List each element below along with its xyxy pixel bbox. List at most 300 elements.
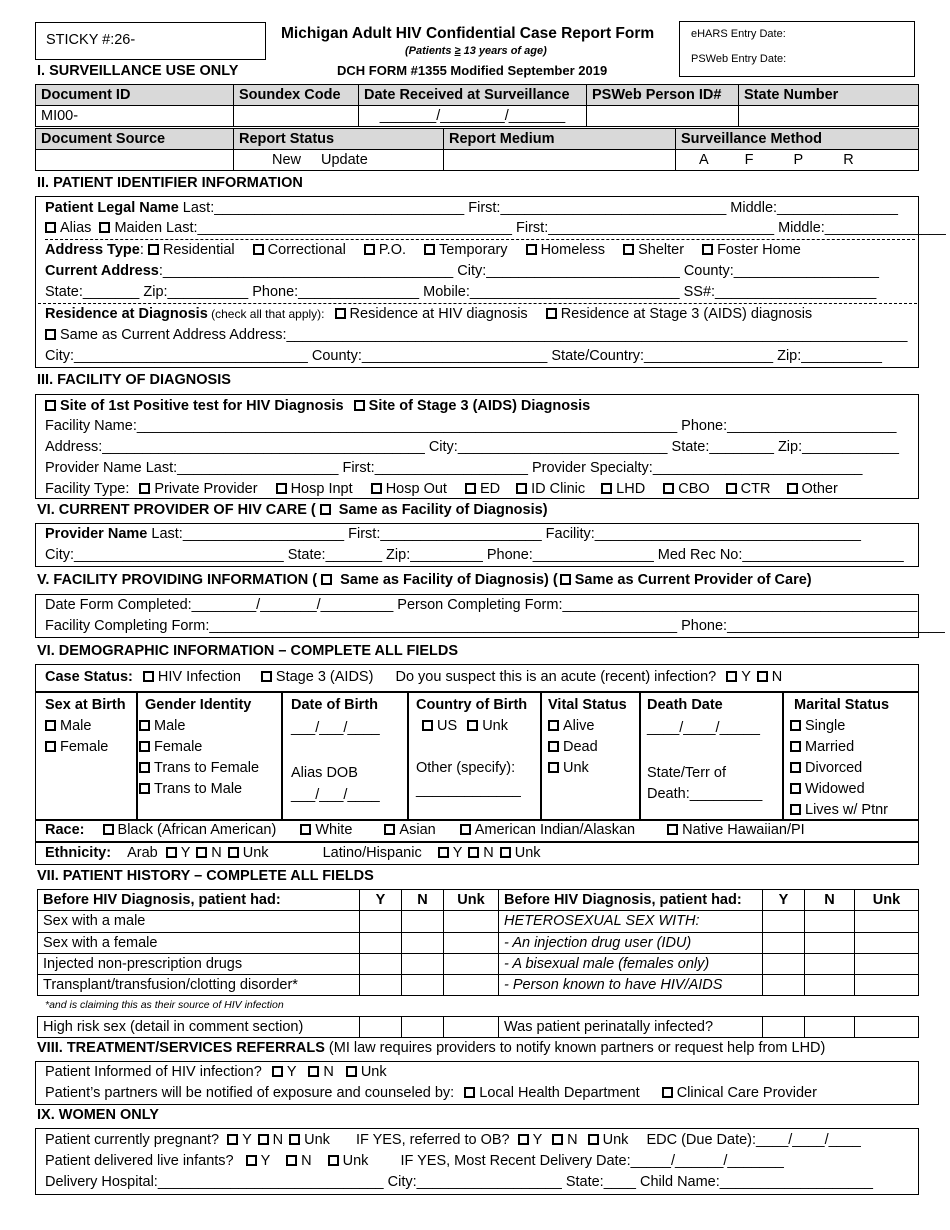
- acute-no-label: N: [771, 669, 783, 685]
- gender-tf-label: Trans to Female: [154, 760, 260, 776]
- report-medium-field[interactable]: [444, 150, 676, 171]
- legal-name-fields[interactable]: Last:_______________________________ First:____________________________ Middle:_______________: [178, 200, 898, 216]
- residence-note: (check all that apply):: [207, 307, 325, 321]
- answer-cell[interactable]: [444, 1017, 499, 1038]
- form-id: DCH FORM #1355 Modified September 2019: [337, 63, 608, 78]
- marital-divorced-checkbox[interactable]: [790, 762, 801, 773]
- provider-name-row[interactable]: Provider Name Last:____________________ First:___________________ Provider Specialty:__________________________: [45, 460, 863, 476]
- demo-divider-4: [540, 692, 542, 820]
- section-4-title-b: Same as Facility of Diagnosis): [334, 502, 548, 518]
- history-footnote: *and is claiming this as their source of HIV infection: [45, 999, 284, 1011]
- answer-cell[interactable]: [805, 975, 855, 996]
- informed-no-checkbox[interactable]: [308, 1066, 319, 1077]
- same-address-label: Same as Current Address: [60, 327, 227, 343]
- state-number-field[interactable]: [739, 106, 919, 127]
- high-risk-label: High risk sex (detail in comment section): [38, 1017, 360, 1038]
- current-address-label: Current Address: [45, 263, 159, 279]
- history-item: - An injection drug user (IDU): [499, 932, 763, 953]
- marital-widowed-checkbox[interactable]: [790, 783, 801, 794]
- th-psweb-id: PSWeb Person ID#: [587, 85, 739, 106]
- race-white-label: White: [315, 822, 353, 838]
- acute-yes-checkbox[interactable]: [726, 671, 737, 682]
- marital-widowed-option[interactable]: [790, 779, 889, 800]
- answer-cell[interactable]: [855, 975, 919, 996]
- section-3-title: III. FACILITY OF DIAGNOSIS: [37, 372, 231, 388]
- sex-male-option[interactable]: [45, 716, 126, 737]
- soundex-field[interactable]: [234, 106, 359, 127]
- gender-tf-checkbox[interactable]: [139, 762, 150, 773]
- history-right-header: Before HIV Diagnosis, patient had:: [499, 890, 763, 911]
- state-zip-row[interactable]: State:_______ Zip:__________ Phone:_______________ Mobile:__________________________ SS#:____________________: [38, 282, 917, 304]
- temporary-label: Temporary: [439, 242, 508, 258]
- latino-no-label: N: [483, 845, 494, 861]
- delivered-label: Patient delivered live infants?: [45, 1153, 234, 1169]
- res-stage3-checkbox[interactable]: [546, 308, 557, 319]
- table-row: [38, 932, 919, 953]
- gender-female-label: Female: [154, 739, 203, 755]
- section-5-title-b: Same as Facility of Diagnosis) (: [336, 572, 558, 588]
- date-received-field[interactable]: _______/________/_______: [359, 106, 587, 127]
- psweb-entry-date: PSWeb Entry Date:: [691, 53, 787, 65]
- answer-cell[interactable]: [402, 953, 444, 974]
- answer-cell[interactable]: [805, 953, 855, 974]
- lhd-referral-label: Local Health Department: [479, 1085, 640, 1101]
- stage3-checkbox[interactable]: [261, 671, 272, 682]
- report-status-field[interactable]: [234, 150, 444, 171]
- gender-female-option[interactable]: [139, 737, 259, 758]
- same-address-row[interactable]: [45, 325, 919, 346]
- po-checkbox[interactable]: [364, 244, 375, 255]
- status-update[interactable]: Update: [321, 152, 368, 168]
- pregnant-unk-label: Unk: [304, 1132, 330, 1148]
- hosp-inpt-checkbox[interactable]: [276, 483, 287, 494]
- residence-at-diagnosis-row: [45, 304, 919, 325]
- document-id-field[interactable]: MI00-: [36, 106, 234, 127]
- marital-widowed-label: Widowed: [805, 781, 865, 797]
- alias-name-row[interactable]: [45, 218, 946, 240]
- marital-ptnr-label: Lives w/ Ptnr: [805, 802, 888, 818]
- perinatal-label: Was patient perinatally infected?: [499, 1017, 763, 1038]
- death-state-field[interactable]: Death:_________: [647, 786, 763, 802]
- informed-unk-checkbox[interactable]: [346, 1066, 357, 1077]
- marital-single-option[interactable]: [790, 716, 889, 737]
- form-subtitle: [405, 45, 547, 57]
- method-p[interactable]: P: [793, 152, 804, 168]
- homeless-checkbox[interactable]: [526, 244, 537, 255]
- arab-yes-label: Y: [180, 845, 191, 861]
- answer-cell[interactable]: [763, 975, 805, 996]
- th-state-number: State Number: [739, 85, 919, 106]
- history-y-header: Y: [360, 890, 402, 911]
- ob-label: IF YES, referred to OB?: [355, 1132, 510, 1148]
- alias-dob-label: Alias DOB: [291, 765, 358, 781]
- site-stage3-label: Site of Stage 3 (AIDS) Diagnosis: [368, 398, 591, 414]
- ob-yes-label: Y: [532, 1132, 543, 1148]
- answer-cell[interactable]: [444, 953, 499, 974]
- answer-cell[interactable]: [360, 1017, 402, 1038]
- acute-no-checkbox[interactable]: [757, 671, 768, 682]
- death-date-col: [647, 695, 762, 805]
- residence-label: Residence at Diagnosis: [45, 306, 208, 322]
- current-provider-label: Provider Name: [45, 526, 148, 542]
- dob-field[interactable]: ___/___/____: [291, 720, 380, 736]
- sex-female-option[interactable]: [45, 737, 126, 758]
- section-9-title: IX. WOMEN ONLY: [37, 1107, 159, 1123]
- cbo-label: CBO: [678, 481, 710, 497]
- table-row: [38, 911, 919, 932]
- delivered-no-label: N: [301, 1153, 312, 1169]
- answer-cell[interactable]: [444, 911, 499, 932]
- answer-cell[interactable]: [402, 1017, 444, 1038]
- answer-cell: [855, 911, 919, 932]
- answer-cell[interactable]: [360, 911, 402, 932]
- section-1-title: I. SURVEILLANCE USE ONLY: [37, 63, 239, 79]
- temporary-checkbox[interactable]: [424, 244, 435, 255]
- surveillance-value-row: [36, 106, 919, 127]
- pregnant-yes-checkbox[interactable]: [227, 1134, 238, 1145]
- hosp-out-label: Hosp Out: [385, 481, 447, 497]
- residence-address-field[interactable]: Address:_____________________________________________________________________________: [226, 327, 908, 343]
- country-other-label: Other (specify):: [416, 760, 516, 776]
- section-2-title: II. PATIENT IDENTIFIER INFORMATION: [37, 175, 303, 191]
- acute-yes-label: Y: [741, 669, 751, 685]
- answer-cell[interactable]: [763, 1017, 805, 1038]
- alias-dob-field[interactable]: ___/___/____: [291, 787, 380, 803]
- surveillance-table: [35, 84, 919, 127]
- demo-divider-1: [136, 692, 138, 820]
- race-label: Race:: [45, 822, 85, 838]
- residential-label: Residential: [162, 242, 235, 258]
- th-soundex: Soundex Code: [234, 85, 359, 106]
- section-4-title: [37, 502, 548, 518]
- race-aian-checkbox[interactable]: [460, 824, 471, 835]
- latino-yes-checkbox[interactable]: [438, 847, 449, 858]
- residential-checkbox[interactable]: [148, 244, 159, 255]
- death-date-header: Death Date: [647, 697, 723, 713]
- status-new[interactable]: New: [272, 152, 302, 168]
- informed-row: [45, 1062, 919, 1083]
- gender-identity-col: [139, 695, 259, 800]
- facility-address-row[interactable]: Address:________________________________________ City:__________________________ State:________ Zip:____________: [45, 439, 899, 455]
- marital-divorced-option[interactable]: [790, 758, 889, 779]
- history-item: Transplant/transfusion/clotting disorder*: [38, 975, 360, 996]
- acute-question: Do you suspect this is an acute (recent) infection?: [395, 669, 717, 685]
- delivered-yes-checkbox[interactable]: [246, 1155, 257, 1166]
- partners-label: Patient’s partners will be notified of exposure and counseled by:: [45, 1085, 455, 1101]
- gender-tm-option[interactable]: [139, 779, 259, 800]
- marital-married-option[interactable]: [790, 737, 889, 758]
- surveillance-header-row: [36, 85, 919, 106]
- delivered-row: [45, 1151, 919, 1172]
- marital-single-checkbox[interactable]: [790, 720, 801, 731]
- same-as-diagnosis-checkbox-5[interactable]: [321, 574, 332, 585]
- informed-yes-checkbox[interactable]: [272, 1066, 283, 1077]
- facility-name-row[interactable]: Facility Name:___________________________________________________________________ Phone:_____________________: [45, 418, 897, 434]
- gender-male-label: Male: [154, 718, 186, 734]
- answer-cell[interactable]: [444, 975, 499, 996]
- surveillance-value-row-2: [36, 150, 919, 171]
- current-address-fields[interactable]: :____________________________________ City:________________________ County:__________________: [158, 263, 879, 279]
- alias-label: Alias: [60, 220, 92, 236]
- legal-name-row[interactable]: [45, 198, 915, 219]
- method-r[interactable]: R: [843, 152, 854, 168]
- foster-home-checkbox[interactable]: [702, 244, 713, 255]
- ob-no-checkbox[interactable]: [552, 1134, 563, 1145]
- answer-cell[interactable]: [763, 953, 805, 974]
- country-header: Country of Birth: [416, 697, 528, 713]
- demo-divider-3: [407, 692, 409, 820]
- private-provider-checkbox[interactable]: [139, 483, 150, 494]
- current-provider-row[interactable]: [45, 524, 919, 545]
- pregnant-no-checkbox[interactable]: [258, 1134, 269, 1145]
- arab-yes-checkbox[interactable]: [166, 847, 177, 858]
- race-asian-label: Asian: [399, 822, 436, 838]
- death-date-field[interactable]: ____/____/_____: [647, 720, 760, 736]
- country-other-field[interactable]: _____________: [416, 782, 521, 798]
- method-f[interactable]: F: [744, 152, 754, 168]
- informed-no-label: N: [323, 1064, 334, 1080]
- answer-cell: [763, 911, 805, 932]
- th-surveillance-method: Surveillance Method: [676, 129, 919, 150]
- section-8-title-r: (MI law requires providers to notify known partners or request help from LHD): [324, 1040, 826, 1056]
- section-6-title: VI. DEMOGRAPHIC INFORMATION – COMPLETE ALL FIELDS: [37, 643, 459, 659]
- correctional-label: Correctional: [267, 242, 346, 258]
- hosp-out-checkbox[interactable]: [371, 483, 382, 494]
- maiden-checkbox[interactable]: [99, 222, 110, 233]
- arab-unk-checkbox[interactable]: [228, 847, 239, 858]
- race-asian-checkbox[interactable]: [384, 824, 395, 835]
- site-stage3-checkbox[interactable]: [354, 400, 365, 411]
- shelter-label: Shelter: [638, 242, 685, 258]
- answer-cell[interactable]: [360, 932, 402, 953]
- country-us-checkbox[interactable]: [422, 720, 433, 731]
- race-black-checkbox[interactable]: [103, 824, 114, 835]
- marital-ptnr-checkbox[interactable]: [790, 804, 801, 815]
- pregnant-unk-checkbox[interactable]: [289, 1134, 300, 1145]
- gender-tm-checkbox[interactable]: [139, 783, 150, 794]
- dob-col: [291, 695, 380, 806]
- gender-female-checkbox[interactable]: [139, 741, 150, 752]
- edc-field[interactable]: EDC (Due Date):____/____/____: [646, 1132, 861, 1148]
- vital-dead-option[interactable]: [548, 737, 627, 758]
- answer-cell[interactable]: [402, 932, 444, 953]
- facility-type-row: [45, 479, 919, 500]
- answer-cell[interactable]: [763, 932, 805, 953]
- sex-female-checkbox[interactable]: [45, 741, 56, 752]
- history-item: - Person known to have HIV/AIDS: [499, 975, 763, 996]
- section-8-title: [37, 1040, 825, 1056]
- subtitle-ge: ≥: [454, 45, 461, 57]
- vital-unk-option[interactable]: [548, 758, 627, 779]
- vital-alive-checkbox[interactable]: [548, 720, 559, 731]
- marital-status-header: Marital Status: [794, 697, 890, 713]
- answer-cell[interactable]: [360, 975, 402, 996]
- marital-divorced-label: Divorced: [805, 760, 863, 776]
- answer-cell[interactable]: [805, 932, 855, 953]
- th-document-source: Document Source: [36, 129, 234, 150]
- gender-male-checkbox[interactable]: [139, 720, 150, 731]
- latino-unk-checkbox[interactable]: [500, 847, 511, 858]
- race-nhpi-checkbox[interactable]: [667, 824, 678, 835]
- high-risk-table: [37, 1016, 919, 1038]
- same-as-diagnosis-checkbox-4[interactable]: [320, 504, 331, 515]
- gender-male-option[interactable]: [139, 716, 259, 737]
- answer-cell[interactable]: [444, 932, 499, 953]
- recent-delivery-field[interactable]: IF YES, Most Recent Delivery Date:_____/______/_______: [400, 1153, 784, 1169]
- id-clinic-label: ID Clinic: [531, 481, 586, 497]
- answer-cell[interactable]: [855, 1017, 919, 1038]
- ob-unk-label: Unk: [602, 1132, 629, 1148]
- marital-status-col: [790, 695, 889, 821]
- section-8-title-b: VIII. TREATMENT/SERVICES REFERRALS: [37, 1040, 325, 1056]
- latino-yes-label: Y: [452, 845, 463, 861]
- ccp-referral-checkbox[interactable]: [662, 1087, 673, 1098]
- history-item: Sex with a male: [38, 911, 360, 932]
- answer-cell[interactable]: [805, 1017, 855, 1038]
- gender-identity-header: Gender Identity: [145, 697, 252, 713]
- case-status-label: Case Status:: [45, 669, 133, 685]
- history-y2-header: Y: [763, 890, 805, 911]
- site-hiv-checkbox[interactable]: [45, 400, 56, 411]
- delivered-unk-checkbox[interactable]: [328, 1155, 339, 1166]
- marital-married-checkbox[interactable]: [790, 741, 801, 752]
- arab-no-checkbox[interactable]: [196, 847, 207, 858]
- th-report-status: Report Status: [234, 129, 444, 150]
- vital-status-header: Vital Status: [548, 697, 627, 713]
- alias-name-fields[interactable]: Last:_______________________________________ First:____________________________ Middle:_______________: [162, 220, 946, 236]
- current-provider-city-row[interactable]: City:__________________________ State:_______ Zip:_________ Phone:_______________ Med Rec No:____________________: [45, 547, 904, 563]
- ccp-referral-label: Clinical Care Provider: [676, 1085, 817, 1101]
- cbo-checkbox[interactable]: [663, 483, 674, 494]
- dob-header: Date of Birth: [291, 697, 378, 713]
- marital-ptnr-option[interactable]: [790, 800, 889, 821]
- th-document-id: Document ID: [36, 85, 234, 106]
- history-left-header: Before HIV Diagnosis, patient had:: [38, 890, 360, 911]
- answer-cell[interactable]: [402, 911, 444, 932]
- lhd-checkbox[interactable]: [601, 483, 612, 494]
- vital-unk-checkbox[interactable]: [548, 762, 559, 773]
- site-hiv-label: Site of 1st Positive test for HIV Diagnosis: [60, 398, 344, 414]
- facility-completing-row[interactable]: Facility Completing Form:__________________________________________________________ Phone:___________________________: [45, 618, 945, 634]
- current-address-row[interactable]: [45, 261, 919, 282]
- ob-no-label: N: [567, 1132, 578, 1148]
- vital-dead-checkbox[interactable]: [548, 741, 559, 752]
- diagnosis-site-row: [45, 396, 919, 417]
- foster-home-label: Foster Home: [717, 242, 801, 258]
- ob-yes-checkbox[interactable]: [518, 1134, 529, 1145]
- document-source-field[interactable]: [36, 150, 234, 171]
- residence-city-row[interactable]: City:_____________________________ County:_______________________ State/Country:________________ Zip:__________: [45, 348, 882, 364]
- delivery-hospital-row[interactable]: Delivery Hospital:____________________________ City:__________________ State:____ Child Name:___________________: [45, 1174, 873, 1190]
- th-report-medium: Report Medium: [444, 129, 676, 150]
- same-as-provider-checkbox[interactable]: [560, 574, 571, 585]
- pregnant-no-label: N: [272, 1132, 284, 1148]
- surveillance-method-field[interactable]: [676, 150, 919, 171]
- lhd-referral-checkbox[interactable]: [464, 1087, 475, 1098]
- vital-alive-option[interactable]: [548, 716, 627, 737]
- res-hiv-checkbox[interactable]: [335, 308, 346, 319]
- sticky-number: STICKY #:26-: [46, 32, 136, 48]
- delivered-no-checkbox[interactable]: [286, 1155, 297, 1166]
- history-item: Sex with a female: [38, 932, 360, 953]
- section-5-title-c: Same as Current Provider of Care): [574, 572, 812, 588]
- res-stage3-label: Residence at Stage 3 (AIDS) diagnosis: [560, 306, 813, 322]
- gender-tf-option[interactable]: [139, 758, 259, 779]
- maiden-label: Maiden: [114, 220, 163, 236]
- history-item: Injected non-prescription drugs: [38, 953, 360, 974]
- answer-cell[interactable]: [855, 953, 919, 974]
- patient-history-table: [37, 889, 919, 996]
- ctr-label: CTR: [740, 481, 771, 497]
- history-unk2-header: Unk: [855, 890, 919, 911]
- sex-at-birth-col: [45, 695, 126, 758]
- stage3-label: Stage 3 (AIDS): [275, 669, 374, 685]
- race-row: [45, 820, 919, 841]
- method-a[interactable]: A: [699, 152, 709, 168]
- case-status-row: [45, 667, 919, 688]
- demo-divider-6: [782, 692, 784, 820]
- arab-label: Arab: [127, 845, 158, 861]
- delivered-yes-label: Y: [260, 1153, 271, 1169]
- answer-cell[interactable]: [855, 932, 919, 953]
- address-type-row: Address Type: Residential Correctional P.O. Temporary Homeless Shelter Foster Home: [45, 242, 801, 258]
- section-5-title-a: V. FACILITY PROVIDING INFORMATION (: [37, 572, 322, 588]
- section-5-title: [37, 572, 812, 588]
- sex-male-checkbox[interactable]: [45, 720, 56, 731]
- ob-unk-checkbox[interactable]: [588, 1134, 599, 1145]
- race-nhpi-label: Native Hawaiian/PI: [682, 822, 805, 838]
- th-date-received: Date Received at Surveillance: [359, 85, 587, 106]
- po-label: P.O.: [378, 242, 407, 258]
- same-address-checkbox[interactable]: [45, 329, 56, 340]
- hosp-inpt-label: Hosp Inpt: [290, 481, 353, 497]
- race-white-checkbox[interactable]: [300, 824, 311, 835]
- answer-cell[interactable]: [402, 975, 444, 996]
- marital-married-label: Married: [805, 739, 855, 755]
- country-col: [416, 695, 527, 801]
- country-us-label: US: [437, 718, 458, 734]
- id-clinic-checkbox[interactable]: [516, 483, 527, 494]
- ed-checkbox[interactable]: [465, 483, 476, 494]
- country-unk-checkbox[interactable]: [467, 720, 478, 731]
- table-row: [38, 975, 919, 996]
- state-terr-label: State/Terr of: [647, 765, 726, 781]
- form-title: Michigan Adult HIV Confidential Case Report Form: [281, 25, 655, 42]
- private-provider-label: Private Provider: [154, 481, 258, 497]
- demo-divider-5: [639, 692, 641, 820]
- partners-row: [45, 1083, 919, 1104]
- latino-no-checkbox[interactable]: [468, 847, 479, 858]
- alias-checkbox[interactable]: [45, 222, 56, 233]
- ctr-checkbox[interactable]: [726, 483, 737, 494]
- date-form-completed-row[interactable]: Date Form Completed:________/_______/_________ Person Completing Form:____________________________________________: [45, 597, 918, 613]
- section-7-title: VII. PATIENT HISTORY – COMPLETE ALL FIELDS: [37, 868, 374, 884]
- answer-cell[interactable]: [360, 953, 402, 974]
- country-unk-label: Unk: [482, 718, 508, 734]
- informed-yes-label: Y: [286, 1064, 297, 1080]
- answer-cell: [805, 911, 855, 932]
- latino-unk-label: Unk: [514, 845, 541, 861]
- correctional-checkbox[interactable]: [253, 244, 264, 255]
- subtitle-b: 13 years of age): [460, 45, 547, 57]
- shelter-checkbox[interactable]: [623, 244, 634, 255]
- hiv-infection-label: HIV Infection: [157, 669, 241, 685]
- other-facility-checkbox[interactable]: [787, 483, 798, 494]
- hiv-infection-checkbox[interactable]: [143, 671, 154, 682]
- current-provider-fields[interactable]: Last:____________________ First:____________________ Facility:_________________________________: [147, 526, 861, 542]
- race-aian-label: American Indian/Alaskan: [474, 822, 636, 838]
- psweb-id-field[interactable]: [587, 106, 739, 127]
